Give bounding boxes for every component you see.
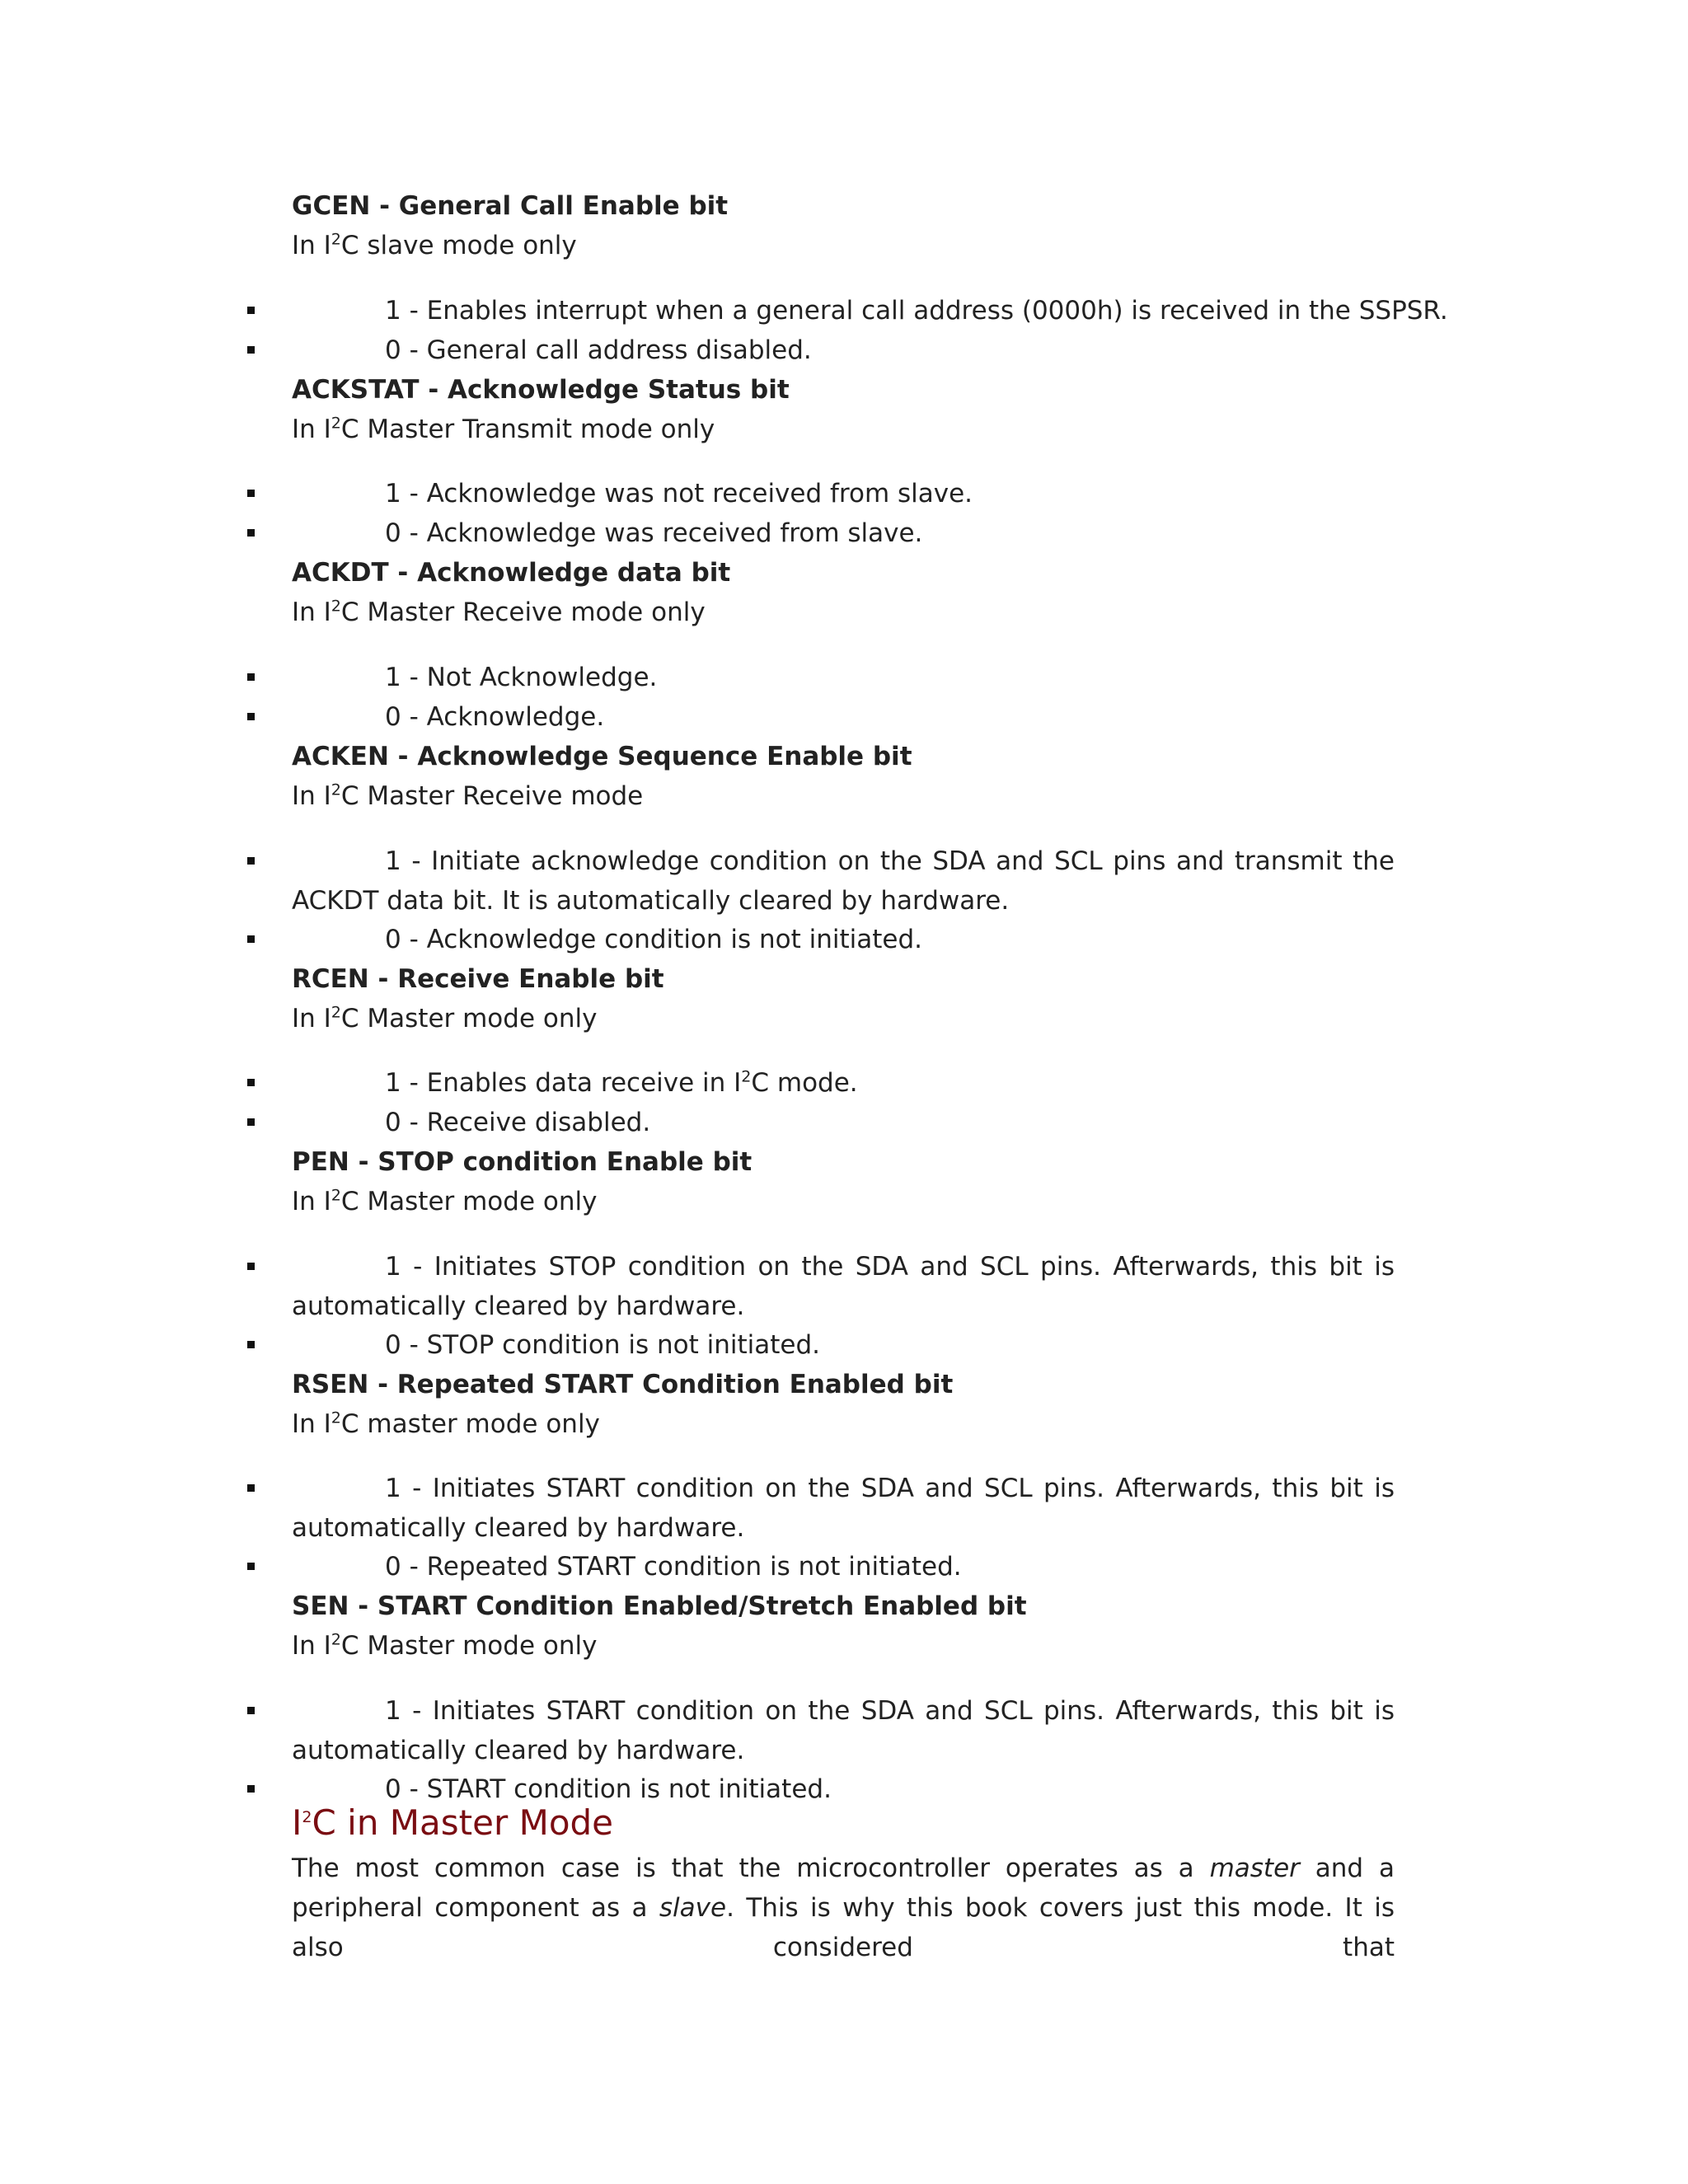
bullet-icon <box>247 1707 255 1714</box>
register-bit-title-rsen: RSEN - Repeated START Condition Enabled bit <box>292 1370 954 1399</box>
register-bit-title-acken: ACKEN - Acknowledge Sequence Enable bit <box>292 742 912 771</box>
bullet-icon <box>247 307 255 314</box>
bullet-icon <box>247 1785 255 1793</box>
bit-value-item: 0 - Acknowledge. <box>385 702 605 732</box>
bullet-icon <box>247 1341 255 1348</box>
bit-value-item: 1 - Initiates START condition on the SDA and SCL pins. Afterwards, this bit is automatically cleared by hardware. <box>292 1696 1395 1765</box>
bullet-icon <box>247 673 255 681</box>
bullet-icon <box>247 713 255 720</box>
bullet-icon <box>247 857 255 865</box>
bullet-icon <box>247 1263 255 1270</box>
bit-value-item: 0 - START condition is not initiated. <box>385 1774 832 1804</box>
mode-note-rsen: In $I^2C$ master mode only <box>292 1408 600 1439</box>
register-bit-title-gcen: GCEN - General Call Enable bit <box>292 191 729 221</box>
bullet-icon <box>247 1563 255 1570</box>
bit-value-item: 1 - Initiate acknowledge condition on the SDA and SCL pins and transmit the ACKDT data bit. It is automatically cleared by hardware. <box>292 846 1395 916</box>
bit-value-item: 1 - Enables interrupt when a general call address (0000h) is received in the SSPSR. <box>385 296 1448 326</box>
register-bit-title-pen: PEN - STOP condition Enable bit <box>292 1147 753 1177</box>
bit-value-item: 0 - STOP condition is not initiated. <box>385 1330 820 1360</box>
mode-note-acken: In $I^2C$ Master Receive mode <box>292 780 644 811</box>
bullet-icon <box>247 1079 255 1086</box>
mode-note-sen: In $I^2C$ Master mode only <box>292 1630 598 1661</box>
bullet-icon <box>247 529 255 537</box>
bit-value-item: 0 - Repeated START condition is not initiated. <box>385 1552 962 1582</box>
mode-note-ackstat: In $I^2C$ Master Transmit mode only <box>292 414 715 444</box>
section-heading-i2c-master-mode: $I^2C$ in Master Mode <box>292 1802 614 1843</box>
bit-value-item: 0 - Receive disabled. <box>385 1108 651 1137</box>
bit-value-item: 1 - Initiates START condition on the SDA and SCL pins. Afterwards, this bit is automatically cleared by hardware. <box>292 1474 1395 1543</box>
bit-value-item: 0 - General call address disabled. <box>385 335 812 365</box>
bullet-icon <box>247 346 255 354</box>
mode-note-gcen: In $I^2C$ slave mode only <box>292 230 577 260</box>
bullet-icon <box>247 490 255 497</box>
register-bit-title-rcen: RCEN - Receive Enable bit <box>292 964 664 994</box>
bullet-icon <box>247 1118 255 1126</box>
bit-value-item: 0 - Acknowledge condition is not initiated. <box>385 925 923 954</box>
mode-note-ackdt: In $I^2C$ Master Receive mode only <box>292 597 706 627</box>
bullet-icon <box>247 935 255 943</box>
register-bit-title-ackdt: ACKDT - Acknowledge data bit <box>292 558 731 588</box>
bit-value-item: 1 - Enables data receive in $I^2C$ mode. <box>385 1067 858 1098</box>
bit-value-item: 1 - Not Acknowledge. <box>385 663 658 692</box>
mode-note-rcen: In $I^2C$ Master mode only <box>292 1003 598 1033</box>
register-bit-title-sen: SEN - START Condition Enabled/Stretch Enabled bit <box>292 1591 1027 1621</box>
bit-value-item: 0 - Acknowledge was received from slave. <box>385 518 923 548</box>
mode-note-pen: In $I^2C$ Master mode only <box>292 1186 598 1216</box>
bit-value-item: 1 - Initiates STOP condition on the SDA and SCL pins. Afterwards, this bit is automatically cleared by hardware. <box>292 1252 1395 1321</box>
bullet-icon <box>247 1484 255 1492</box>
register-bit-title-ackstat: ACKSTAT - Acknowledge Status bit <box>292 375 790 405</box>
bit-value-item: 1 - Acknowledge was not received from slave. <box>385 479 973 509</box>
body-paragraph: The most common case is that the microcontroller operates as a master and a peripheral component as a slave. This is why this book covers just this mode. It is also considered that <box>292 1854 1395 1962</box>
